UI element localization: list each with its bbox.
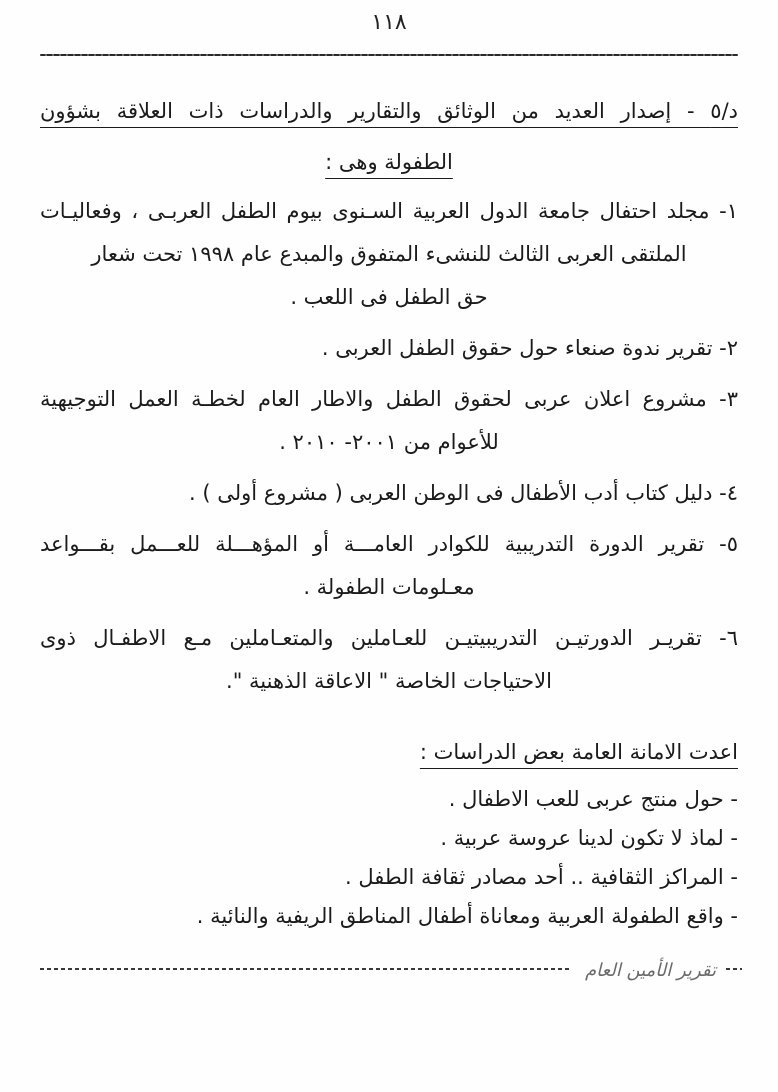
footer-dash [726,968,742,970]
list-item-line: الملتقى العربى الثالث للنشىء المتفوق والمبدع عام ١٩٩٨ تحت شعار [91,242,687,266]
list-item-4 [40,472,738,515]
list-item-line: معـلومات الطفولة . [303,575,475,599]
studies-item: - حول منتج عربى للعب الاطفال . [448,787,738,811]
list-item-2 [40,327,738,370]
list-item-1 [40,190,738,319]
studies-item: - لماذ لا تكون لدينا عروسة عربية . [440,826,738,850]
studies-item: - المراكز الثقافية .. أحد مصادر ثقافة الطفل . [345,865,738,889]
list-item-line: ٦- تقريـر الدورتيـن التدريبيتيـن للعـاملين والمتعـاملين مـع الاطفـال ذوى [40,626,738,650]
list-item-5 [40,523,738,609]
list-item-6 [40,617,738,703]
section-heading-line-1: د/٥ - إصدار العديد من الوثائق والتقارير والدراسات ذات العلاقة بشؤون [40,99,738,123]
footer-rule [40,968,571,970]
footer [40,958,742,979]
list-item-line: للأعوام من ٢٠٠١- ٢٠١٠ . [279,430,499,454]
footer-signature: تقرير الأمين العام [585,960,716,981]
page-number: ١١٨ [371,10,407,35]
list-item-line: ١- مجلد احتفال جامعة الدول العربية السـنوى بيوم الطفل العربـى ، وفعاليـات [40,199,738,223]
studies-list [40,780,738,936]
studies-item: - واقع الطفولة العربية ومعاناة أطفال المناطق الريفية والنائية . [196,904,738,928]
header-rule [40,54,738,56]
section-heading-line-2: الطفولة وهى : [325,150,453,174]
list-item-line: ٥- تقرير الدورة التدريبية للكوادر العامـــة أو المؤهـــلة للعـــمل بقـــواعد [40,532,738,556]
list-item-3 [40,378,738,464]
numbered-list [40,190,738,703]
list-item-line: حق الطفل فى اللعب . [290,285,488,309]
studies-section [40,731,738,936]
list-item-line: الاحتياجات الخاصة " الاعاقة الذهنية ". [226,669,552,693]
list-item-line: ٣- مشروع اعلان عربى لحقوق الطفل والاطار العام لخطـة العمل التوجيهية [40,387,738,411]
studies-heading: اعدت الامانة العامة بعض الدراسات : [419,740,738,764]
list-item-line: ٤- دليل كتاب أدب الأطفال فى الوطن العربى ( مشروع أولى ) . [188,481,738,505]
section-heading [40,86,738,188]
list-item-line: ٢- تقرير ندوة صنعاء حول حقوق الطفل العربى . [321,336,738,360]
